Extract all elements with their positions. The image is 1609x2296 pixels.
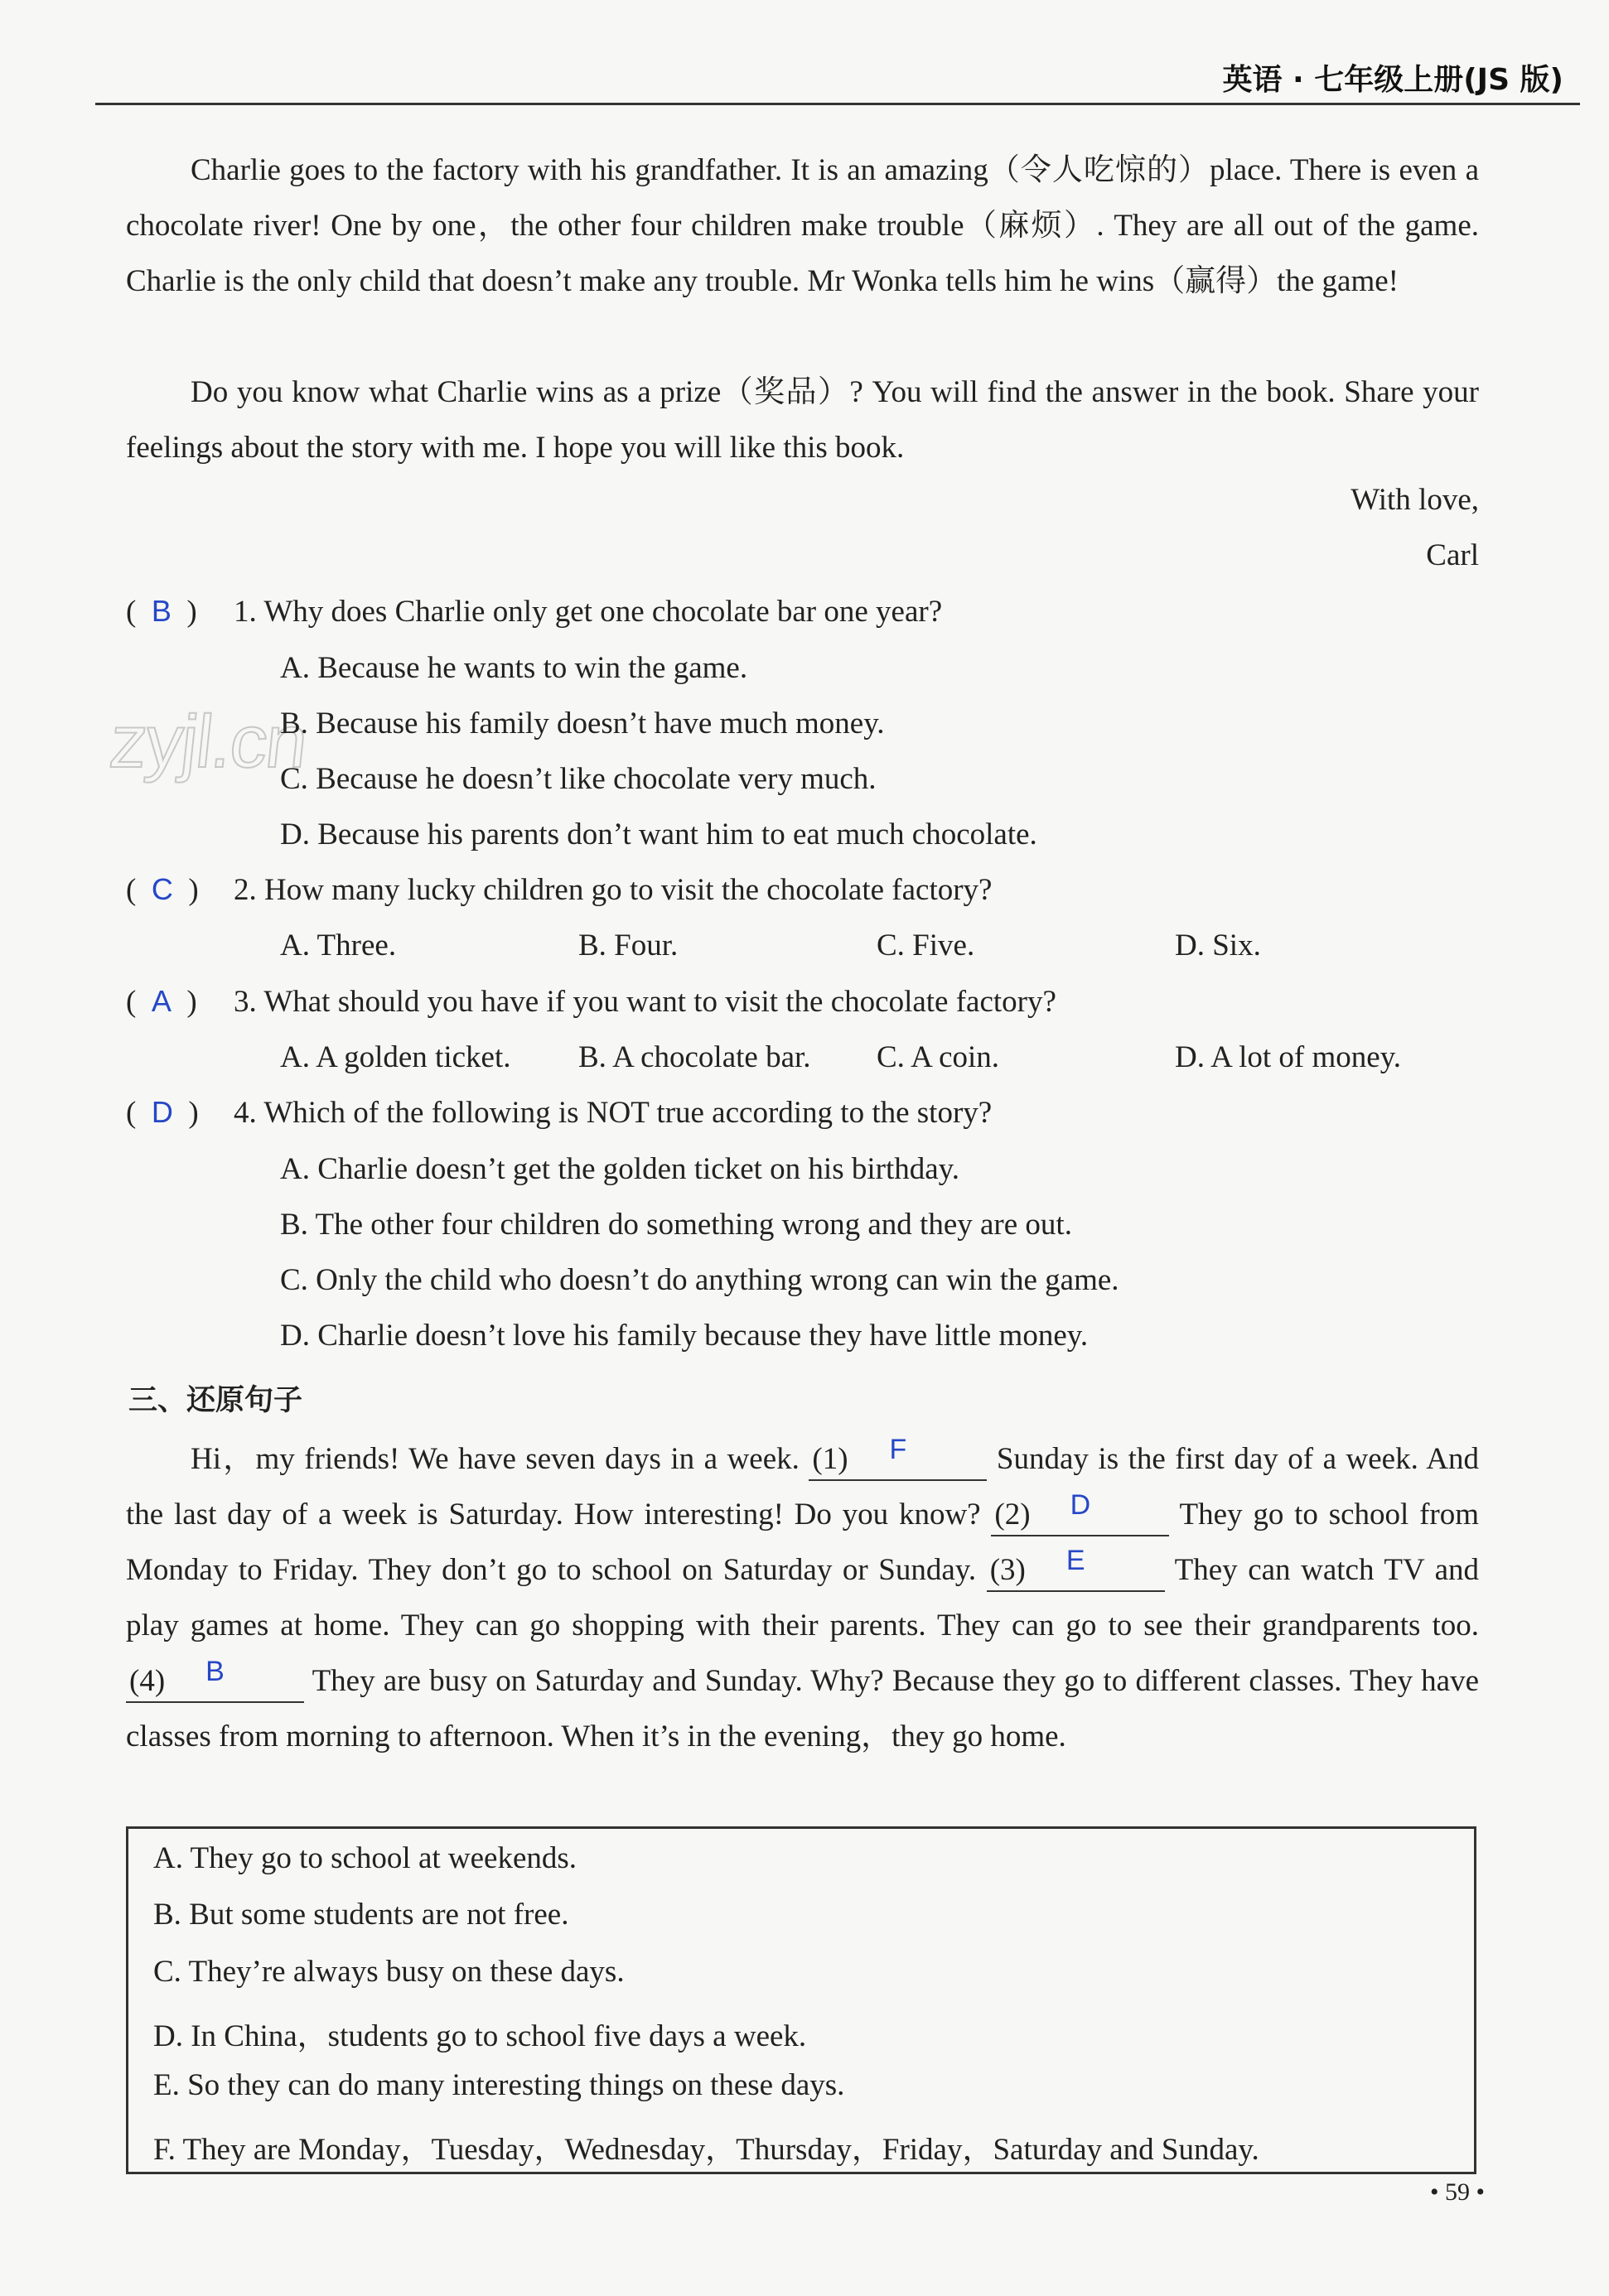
question-1-option-c: C. Because he doesn’t like chocolate very much.	[280, 762, 877, 796]
question-4-option-a: A. Charlie doesn’t get the golden ticket on his birthday.	[280, 1152, 959, 1186]
question-text: 4. Which of the following is NOT true according to the story?	[234, 1096, 993, 1130]
cloze-blank-2: (2) D	[991, 1495, 1169, 1536]
blank-answer: D	[1070, 1489, 1091, 1521]
question-2-option-d: D. Six.	[1175, 929, 1261, 962]
box-option-a: A. They go to school at weekends.	[153, 1841, 577, 1875]
header-rule	[95, 103, 1580, 105]
question-3-option-b: B. A chocolate bar.	[578, 1040, 811, 1074]
question-2	[126, 872, 992, 908]
box-option-d: D. In China，students go to school five days a week.	[153, 2019, 807, 2053]
cloze-sentence: They can watch TV and play games at home. They can go shopping with their parents. They can go to see their grandparents too.	[126, 1553, 1480, 1642]
cloze-sentence: They go to school from Monday to Friday. They don’t go to school on Saturday or Sunday.	[126, 1498, 1480, 1587]
letter-closing: With love,	[1350, 483, 1479, 517]
box-option-c: C. They’re always busy on these days.	[153, 1955, 625, 1989]
options-box	[126, 1826, 1476, 2174]
question-3-option-d: D. A lot of money.	[1175, 1040, 1402, 1074]
answer-paren: ( D )	[126, 1095, 199, 1130]
box-option-b: B. But some students are not free.	[153, 1898, 569, 1932]
box-option-e: E. So they can do many interesting things on these days.	[153, 2068, 845, 2102]
question-2-option-c: C. Five.	[877, 929, 975, 962]
passage-paragraph-2: Do you know what Charlie wins as a prize（奖品）? You will find the answer in the book. Share your feelings about the story with me. I hope you will like this book.	[126, 375, 1479, 465]
page-number: • 59 •	[1429, 2178, 1485, 2206]
book-header-title: 英语 · 七年级上册(JS 版)	[1222, 63, 1563, 97]
passage-paragraph-1: Charlie goes to the factory with his grandfather. It is an amazing（令人吃惊的）place. There is even a chocolate river! One by one，the other four children make trouble（麻烦）. They are all out of the game. Charlie is the only child that doesn’t make any trouble. Mr Wonka tells him he wins（赢得）the game!	[126, 153, 1479, 298]
question-text: 1. Why does Charlie only get one chocolate bar one year?	[234, 595, 943, 629]
cloze-passage	[126, 1431, 1479, 1764]
letter-signature: Carl	[1426, 538, 1479, 572]
answer-paren: ( A )	[126, 984, 197, 1019]
watermark-logo: zyjl.cn	[105, 701, 311, 784]
question-4-option-d: D. Charlie doesn’t love his family because they have little money.	[280, 1319, 1089, 1353]
question-2-option-a: A. Three.	[280, 929, 397, 962]
answer-paren: ( B )	[126, 594, 197, 629]
blank-answer: B	[205, 1656, 225, 1687]
answer-mark: D	[151, 1095, 173, 1129]
answer-mark: C	[151, 872, 173, 906]
answer-paren: ( C )	[126, 872, 199, 907]
box-option-f: F. They are Monday，Tuesday，Wednesday，Thursday，Friday，Saturday and Sunday.	[153, 2133, 1259, 2167]
question-4-option-b: B. The other four children do something wrong and they are out.	[280, 1208, 1072, 1242]
question-1	[126, 594, 942, 629]
question-3-option-c: C. A coin.	[877, 1040, 1000, 1074]
question-1-option-a: A. Because he wants to win the game.	[280, 651, 748, 685]
question-4	[126, 1095, 992, 1131]
question-text: 3. What should you have if you want to visit the chocolate factory?	[234, 985, 1056, 1019]
cloze-sentence: Hi，my friends! We have seven days in a week.	[191, 1442, 800, 1476]
cloze-sentence: They are busy on Saturday and Sunday. Why? Because they go to different classes. They have classes from morning to afternoon. When it’s in the evening，they go home.	[126, 1664, 1479, 1753]
question-4-option-c: C. Only the child who doesn’t do anything wrong can win the game.	[280, 1263, 1119, 1297]
cloze-sentence: Sunday is the first day of a week. And the last day of a week is Saturday. How interesting! Do you know?	[126, 1442, 1480, 1531]
blank-answer: F	[889, 1434, 907, 1465]
cloze-blank-4: (4) B	[126, 1662, 304, 1703]
answer-mark: A	[151, 984, 172, 1018]
question-1-option-d: D. Because his parents don’t want him to eat much chocolate.	[280, 818, 1037, 851]
blank-answer: E	[1065, 1545, 1085, 1576]
section-title: 三、还原句子	[128, 1384, 303, 1417]
cloze-blank-1: (1) F	[809, 1440, 987, 1481]
question-3	[126, 984, 1056, 1020]
question-1-option-b: B. Because his family doesn’t have much money.	[280, 707, 885, 740]
question-text: 2. How many lucky children go to visit the chocolate factory?	[234, 873, 993, 907]
cloze-blank-3: (3) E	[987, 1551, 1165, 1592]
question-2-option-b: B. Four.	[578, 929, 679, 962]
answer-mark: B	[151, 594, 172, 628]
question-3-option-a: A. A golden ticket.	[280, 1040, 511, 1074]
